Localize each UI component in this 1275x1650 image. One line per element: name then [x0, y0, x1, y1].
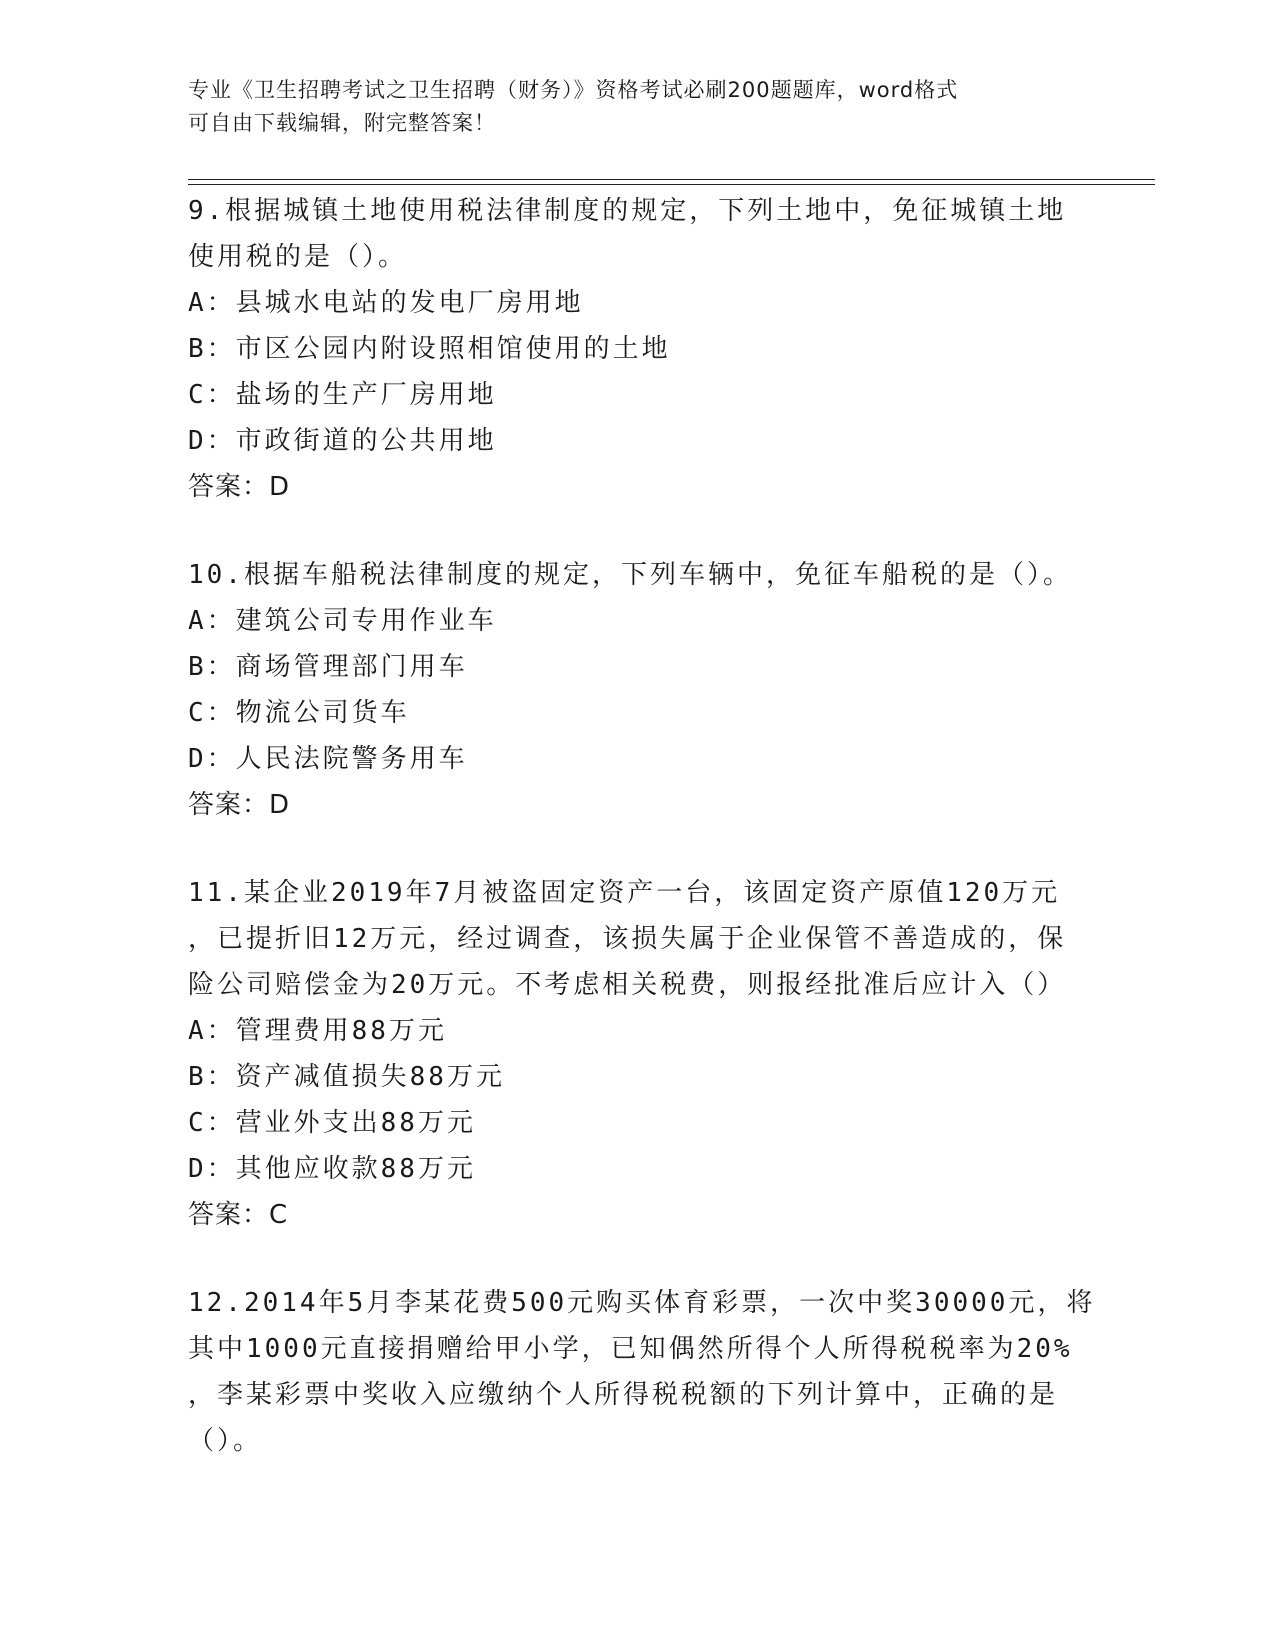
answer: 答案：D	[188, 790, 291, 820]
option-c: C：营业外支出88万元	[188, 1108, 476, 1138]
question-12	[188, 1280, 1148, 1464]
question-text: 11.某企业2019年7月被盗固定资产一台，该固定资产原值120万元	[188, 878, 1061, 908]
question-10	[188, 552, 1148, 828]
option-b: B：资产减值损失88万元	[188, 1062, 505, 1092]
question-spacer	[188, 1238, 1148, 1280]
option-b: B：商场管理部门用车	[188, 652, 468, 682]
question-11	[188, 870, 1148, 1238]
header-divider-bottom	[188, 184, 1155, 185]
question-9	[188, 188, 1148, 510]
question-text: 其中1000元直接捐赠给甲小学，已知偶然所得个人所得税税率为20%	[188, 1334, 1073, 1364]
question-text: 险公司赔偿金为20万元。不考虑相关税费，则报经批准后应计入（）	[188, 970, 1067, 1000]
option-d: D：市政街道的公共用地	[188, 426, 497, 456]
question-text: 10.根据车船税法律制度的规定，下列车辆中，免征车船税的是（）。	[188, 560, 1072, 590]
option-d: D：其他应收款88万元	[188, 1154, 476, 1184]
answer: 答案：C	[188, 1200, 289, 1230]
question-text: 使用税的是（）。	[188, 242, 408, 272]
option-a: A：建筑公司专用作业车	[188, 606, 497, 636]
header-divider-top	[188, 179, 1155, 180]
question-list	[188, 188, 1148, 1464]
answer: 答案：D	[188, 472, 291, 502]
document-header	[188, 74, 1088, 140]
option-b: B：市区公园内附设照相馆使用的土地	[188, 334, 671, 364]
question-spacer	[188, 828, 1148, 870]
option-c: C：物流公司货车	[188, 698, 410, 728]
option-d: D：人民法院警务用车	[188, 744, 468, 774]
question-text: ，已提折旧12万元，经过调查，该损失属于企业保管不善造成的，保	[188, 924, 1067, 954]
question-spacer	[188, 510, 1148, 552]
question-text: 12.2014年5月李某花费500元购买体育彩票，一次中奖30000元，将	[188, 1288, 1096, 1318]
question-text: ，李某彩票中奖收入应缴纳个人所得税税额的下列计算中，正确的是	[188, 1380, 1059, 1410]
option-a: A：县城水电站的发电厂房用地	[188, 288, 584, 318]
question-text: （）。	[188, 1426, 263, 1456]
header-line-2: 可自由下载编辑，附完整答案！	[188, 111, 496, 135]
option-a: A：管理费用88万元	[188, 1016, 447, 1046]
question-text: 9.根据城镇土地使用税法律制度的规定，下列土地中，免征城镇土地	[188, 196, 1067, 226]
option-c: C：盐场的生产厂房用地	[188, 380, 497, 410]
header-line-1: 专业《卫生招聘考试之卫生招聘（财务）》资格考试必刷200题题库，word格式	[188, 78, 959, 102]
